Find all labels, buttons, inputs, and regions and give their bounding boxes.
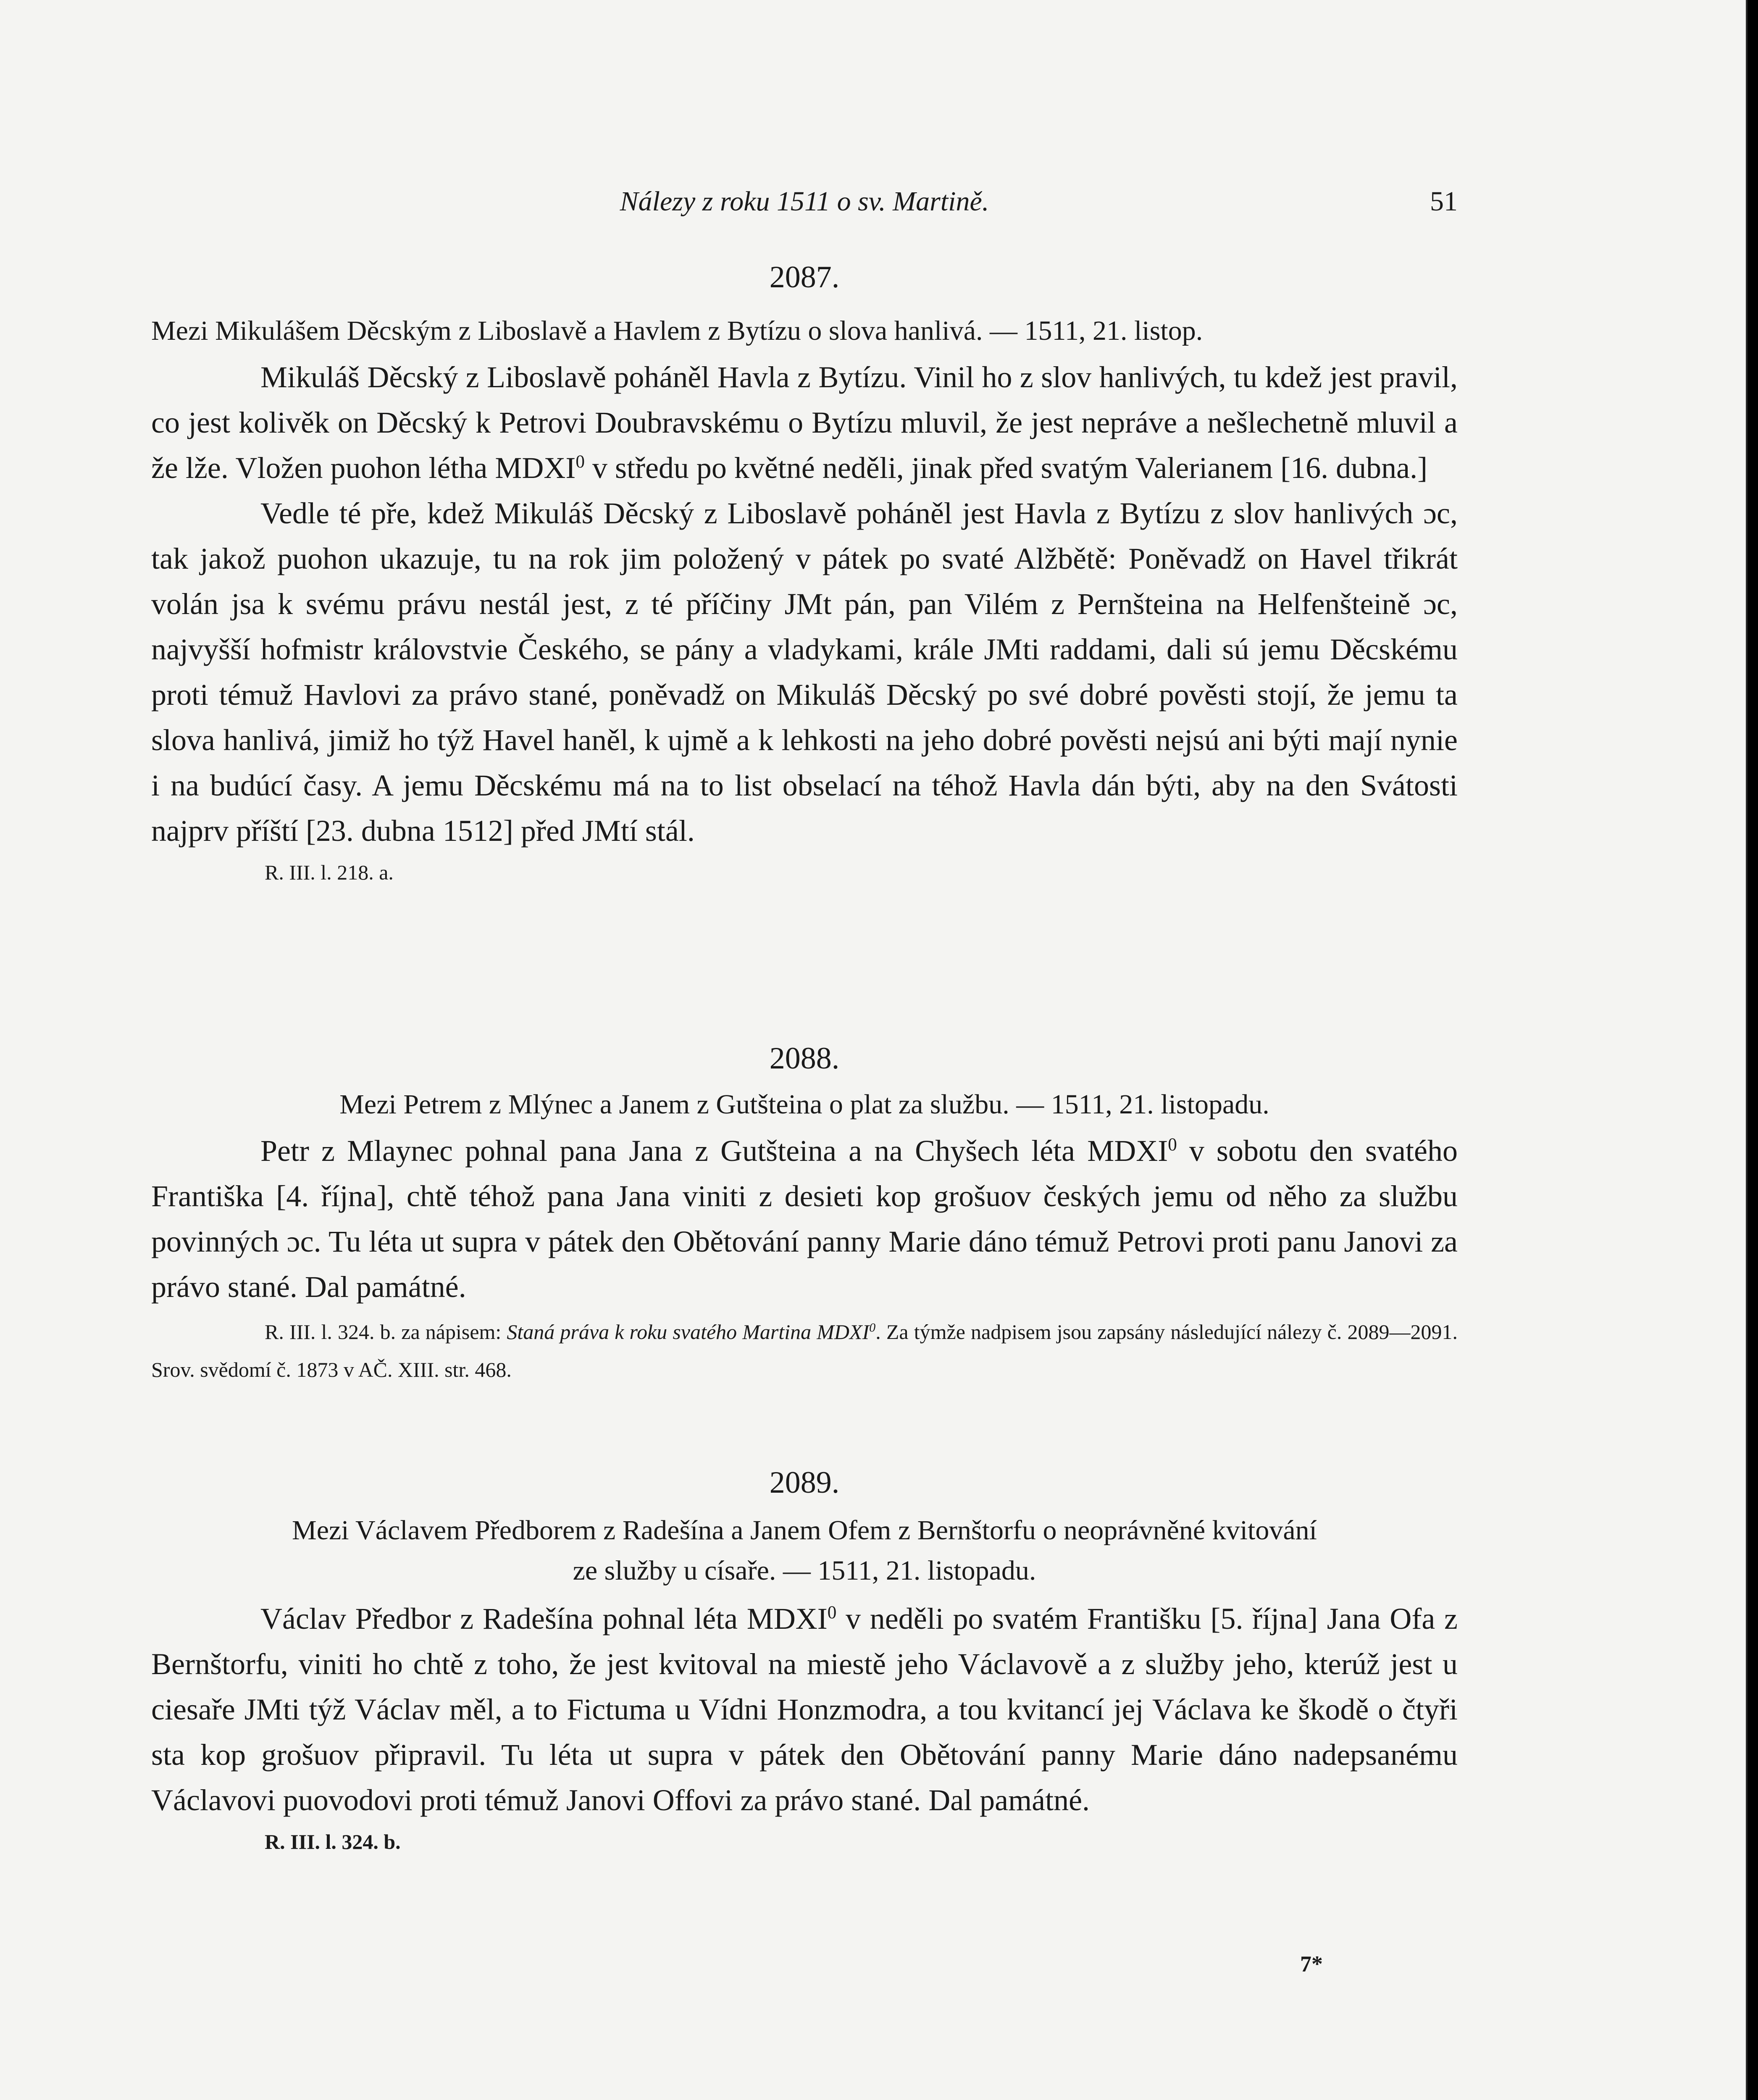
entry-2088	[151, 1037, 1458, 1389]
entry-number: 2089.	[769, 1465, 840, 1500]
entry-2089	[151, 1462, 1458, 1861]
footnote: R. III. l. 324. b. za nápisem: Staná práva k roku svatého Martina MDXI$^0$. Za týmže nadpisem jsou zapsány následující nálezy č. 2089—2091. Srov. svědomí č. 1873 v AČ. XIII. str. 468.	[151, 1320, 1458, 1381]
entry-paragraph: Mikuláš Děcský z Liboslavě poháněl Havla z Bytízu. Vinil ho z slov hanlivých, tu kdež jest pravil, co jest kolivěk on Děcský k Petrovi Doubravskému o Bytízu mluvil, že jest nepráve a nešlechetně mluvil a že lže. Vložen puohon létha MDXI$^0$ v středu po květné neděli, jinak před svatým Valerianem [16. dubna.]	[151, 360, 1458, 485]
entry-heading: Mezi Petrem z Mlýnec a Janem z Gutšteina o plat za službu. — 1511, 21. listopadu.	[339, 1089, 1269, 1120]
entry-heading-line: ze služby u císaře. — 1511, 21. listopadu.	[573, 1555, 1036, 1586]
page-number: 51	[1430, 186, 1458, 217]
entry-heading: Mezi Mikulášem Děcským z Liboslavě a Havlem z Bytízu o slova hanlivá. — 1511, 21. listop.	[151, 315, 1203, 346]
running-title: Nálezy z roku 1511 o sv. Martině.	[620, 186, 989, 217]
entry-paragraph: Vedle té pře, kdež Mikuláš Děcský z Liboslavě poháněl jest Havla z Bytízu z slov hanlivých ɔc, tak jakož puohon ukazuje, tu na rok jim položený v pátek po svaté Alžbětě: Poněvadž on Havel třikrát volán jsa k svému právu nestál jest, z té příčiny JMt pán, pan Vilém z Pernšteina na Helfenšteině ɔc, najvyšší hofmistr královstvie Českého, se pány a vladykami, krále JMti raddami, dali sú jemu Děcskému proti témuž Havlovi za právo stané, poněvadž on Mikuláš Děcský po své dobré pověsti stojí, že jemu ta slova hanlivá, jimiž ho týž Havel haněl, k ujmě a k lehkosti na jeho dobré pověsti nejsú ani býti mají nynie i na budúcí časy. A jemu Děcskému má na to list obselací na téhož Havla dán býti, aby na den Svátosti najprv příští [23. dubna 1512] před JMtí stál.	[151, 496, 1458, 848]
entry-paragraph: Petr z Mlaynec pohnal pana Jana z Gutšteina a na Chyšech léta MDXI$^0$ v sobotu den svatého Františka [4. října], chtě téhož pana Jana viniti z desieti kop grošuov českých jemu od něho za službu povinných ɔc. Tu léta ut supra v pátek den Obětování panny Marie dáno témuž Petrovi proti panu Janovi za právo stané. Dal památné.	[151, 1134, 1458, 1304]
entry-2087	[151, 256, 1458, 891]
source-reference: R. III. l. 324. b.	[265, 1830, 401, 1853]
source-reference: R. III. l. 218. a.	[265, 861, 394, 884]
entry-heading-line: Mezi Václavem Předborem z Radešína a Janem Ofem z Bernštorfu o neoprávněné kvitování	[292, 1515, 1317, 1546]
entry-paragraph: Václav Předbor z Radešína pohnal léta MDXI$^0$ v neděli po svatém Františku [5. října] Jana Ofa z Bernštorfu, viniti ho chtě z toho, že jest kvitoval na miestě jeho Václavově a z služby jeho, kterúž jest u ciesaře JMti týž Václav měl, a to Fictuma u Vídni Honzmodra, a tou kvitancí jej Václava ke škodě o čtyři sta kop grošuov připravil. Tu léta ut supra v pátek den Obětování panny Marie dáno nadepsanému Václavovi puovodovi proti témuž Janovi Offovi za právo stané. Dal památné.	[151, 1602, 1458, 1817]
entry-number: 2088.	[769, 1041, 840, 1076]
printer-signature-mark: 7*	[1300, 1951, 1323, 1977]
entry-number: 2087.	[769, 260, 840, 294]
page-header	[151, 178, 1458, 225]
